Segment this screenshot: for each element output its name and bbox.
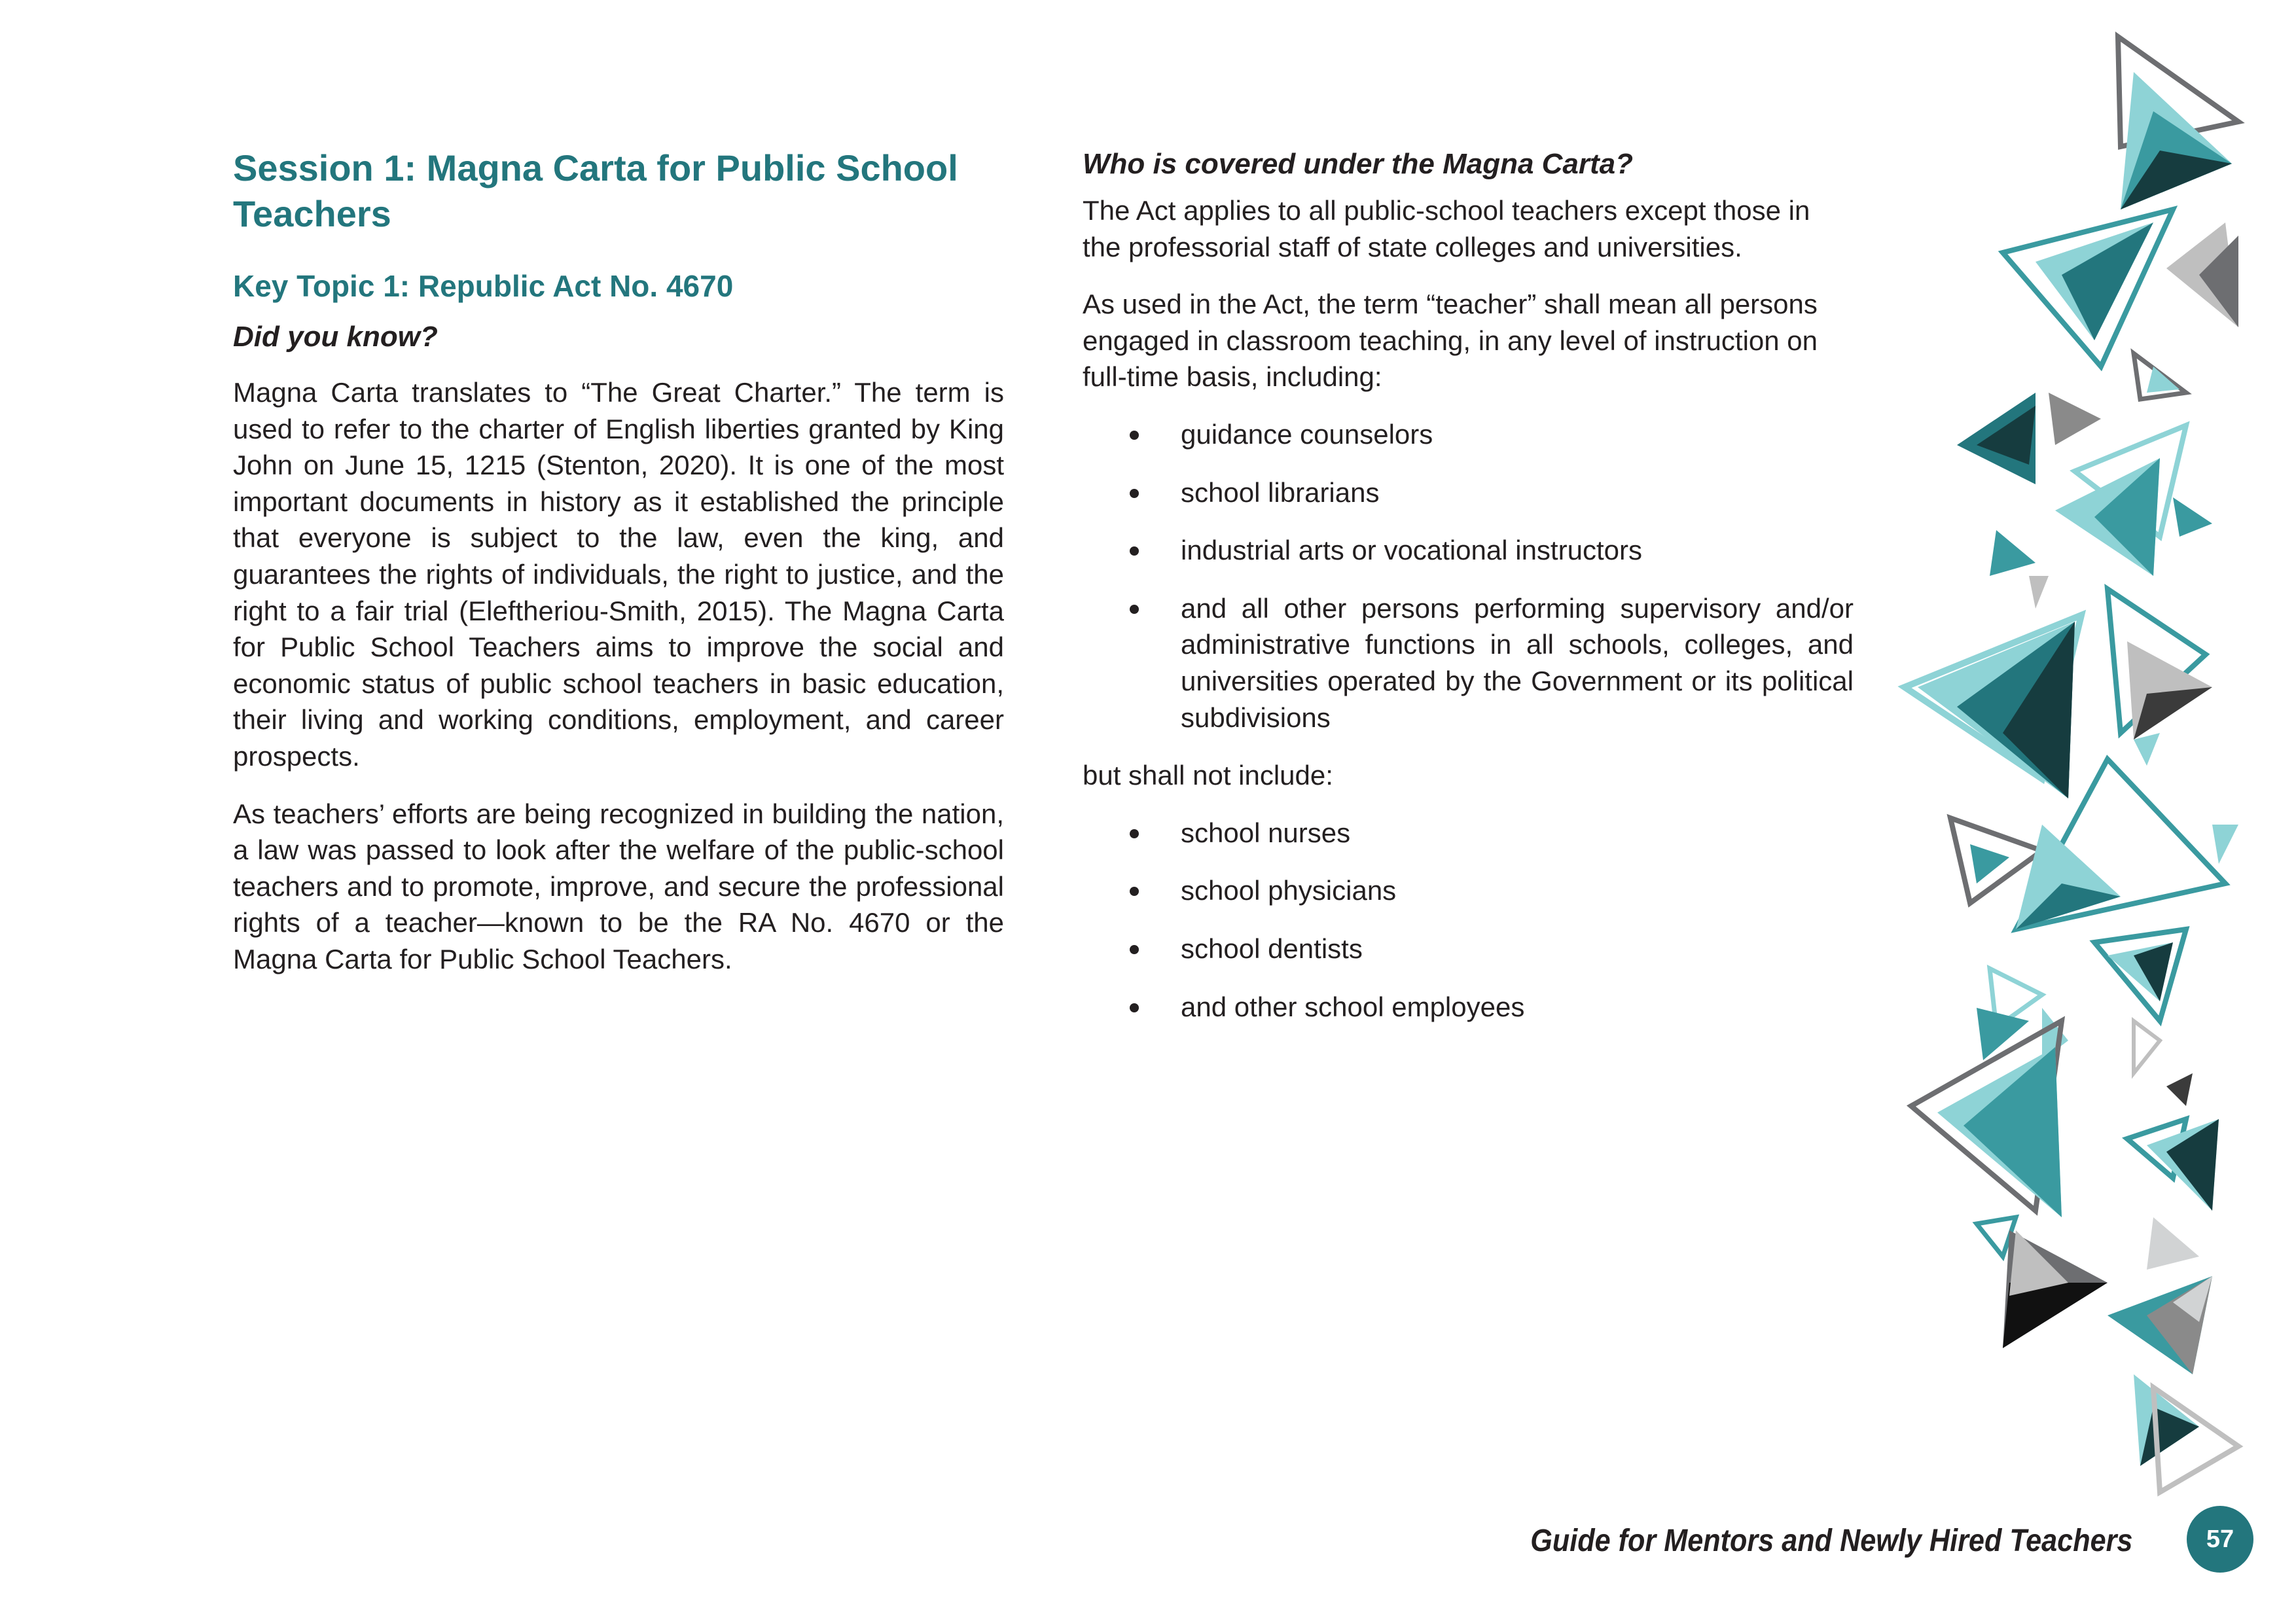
bullet-icon (1130, 829, 1139, 838)
paragraph: Magna Carta translates to “The Great Charter.” The term is used to refer to the charter of English liberties granted by King John on June 15, 1215 (Stenton, 2020). It is one of the most important documents in history as it established the principle that everyone is subject to the law, even the king, and guarantees the rights of individuals, the right to justice, and the right to a fair trial (Eleftheriou-Smith, 2015). The Magna Carta for Public School Teachers aims to improve the social and economic status of public school teachers in basic education, their living and working conditions, employment, and career prospects. (233, 377, 1004, 772)
bullet-icon (1130, 887, 1139, 896)
list-item: school dentists (1083, 931, 1854, 967)
bullet-icon (1130, 1003, 1139, 1012)
paragraph: As teachers’ efforts are being recognized in building the nation, a law was passed to look after the welfare of the public-school teachers and to promote, improve, and secure the professional rights of a teacher—known to be the RA No. 4670 or the Magna Carta for Public School Teachers. (233, 798, 1004, 974)
did-you-know-heading: Did you know? (233, 321, 438, 353)
right-column (1083, 145, 1854, 1046)
included-list (1083, 416, 1854, 736)
list-item: school librarians (1083, 474, 1854, 511)
list-item: school physicians (1083, 872, 1854, 909)
list-item: guidance counselors (1083, 416, 1854, 453)
bullet-icon (1130, 431, 1139, 440)
bullet-icon (1130, 945, 1139, 954)
list-item: and other school employees (1083, 989, 1854, 1026)
list-item: and all other persons performing supervisory and/or administrative functions in all schools, colleges, and universities operated by the Government or its political subdivisions (1083, 590, 1854, 736)
list-item: school nurses (1083, 815, 1854, 851)
paragraph: but shall not include: (1083, 760, 1333, 791)
footer-title: Guide for Mentors and Newly Hired Teachers (1530, 1524, 2132, 1558)
session-title: Session 1: Magna Carta for Public School Teachers (233, 147, 958, 234)
bullet-icon (1130, 605, 1139, 614)
excluded-list (1083, 815, 1854, 1025)
list-item: industrial arts or vocational instructors (1083, 532, 1854, 569)
paragraph: As used in the Act, the term “teacher” shall mean all persons engaged in classroom teaching, in any level of instruction on full-time basis, including: (1083, 289, 1818, 393)
bullet-icon (1130, 546, 1139, 556)
coverage-question-heading: Who is covered under the Magna Carta? (1083, 148, 1634, 180)
page-number-badge: 57 (2187, 1506, 2253, 1573)
paragraph: The Act applies to all public-school teachers except those in the professorial staff of state colleges and universities. (1083, 195, 1810, 262)
bullet-icon (1130, 489, 1139, 498)
left-column (233, 145, 1004, 999)
key-topic-title: Key Topic 1: Republic Act No. 4670 (233, 269, 734, 303)
decorative-triangles (1846, 0, 2296, 1623)
